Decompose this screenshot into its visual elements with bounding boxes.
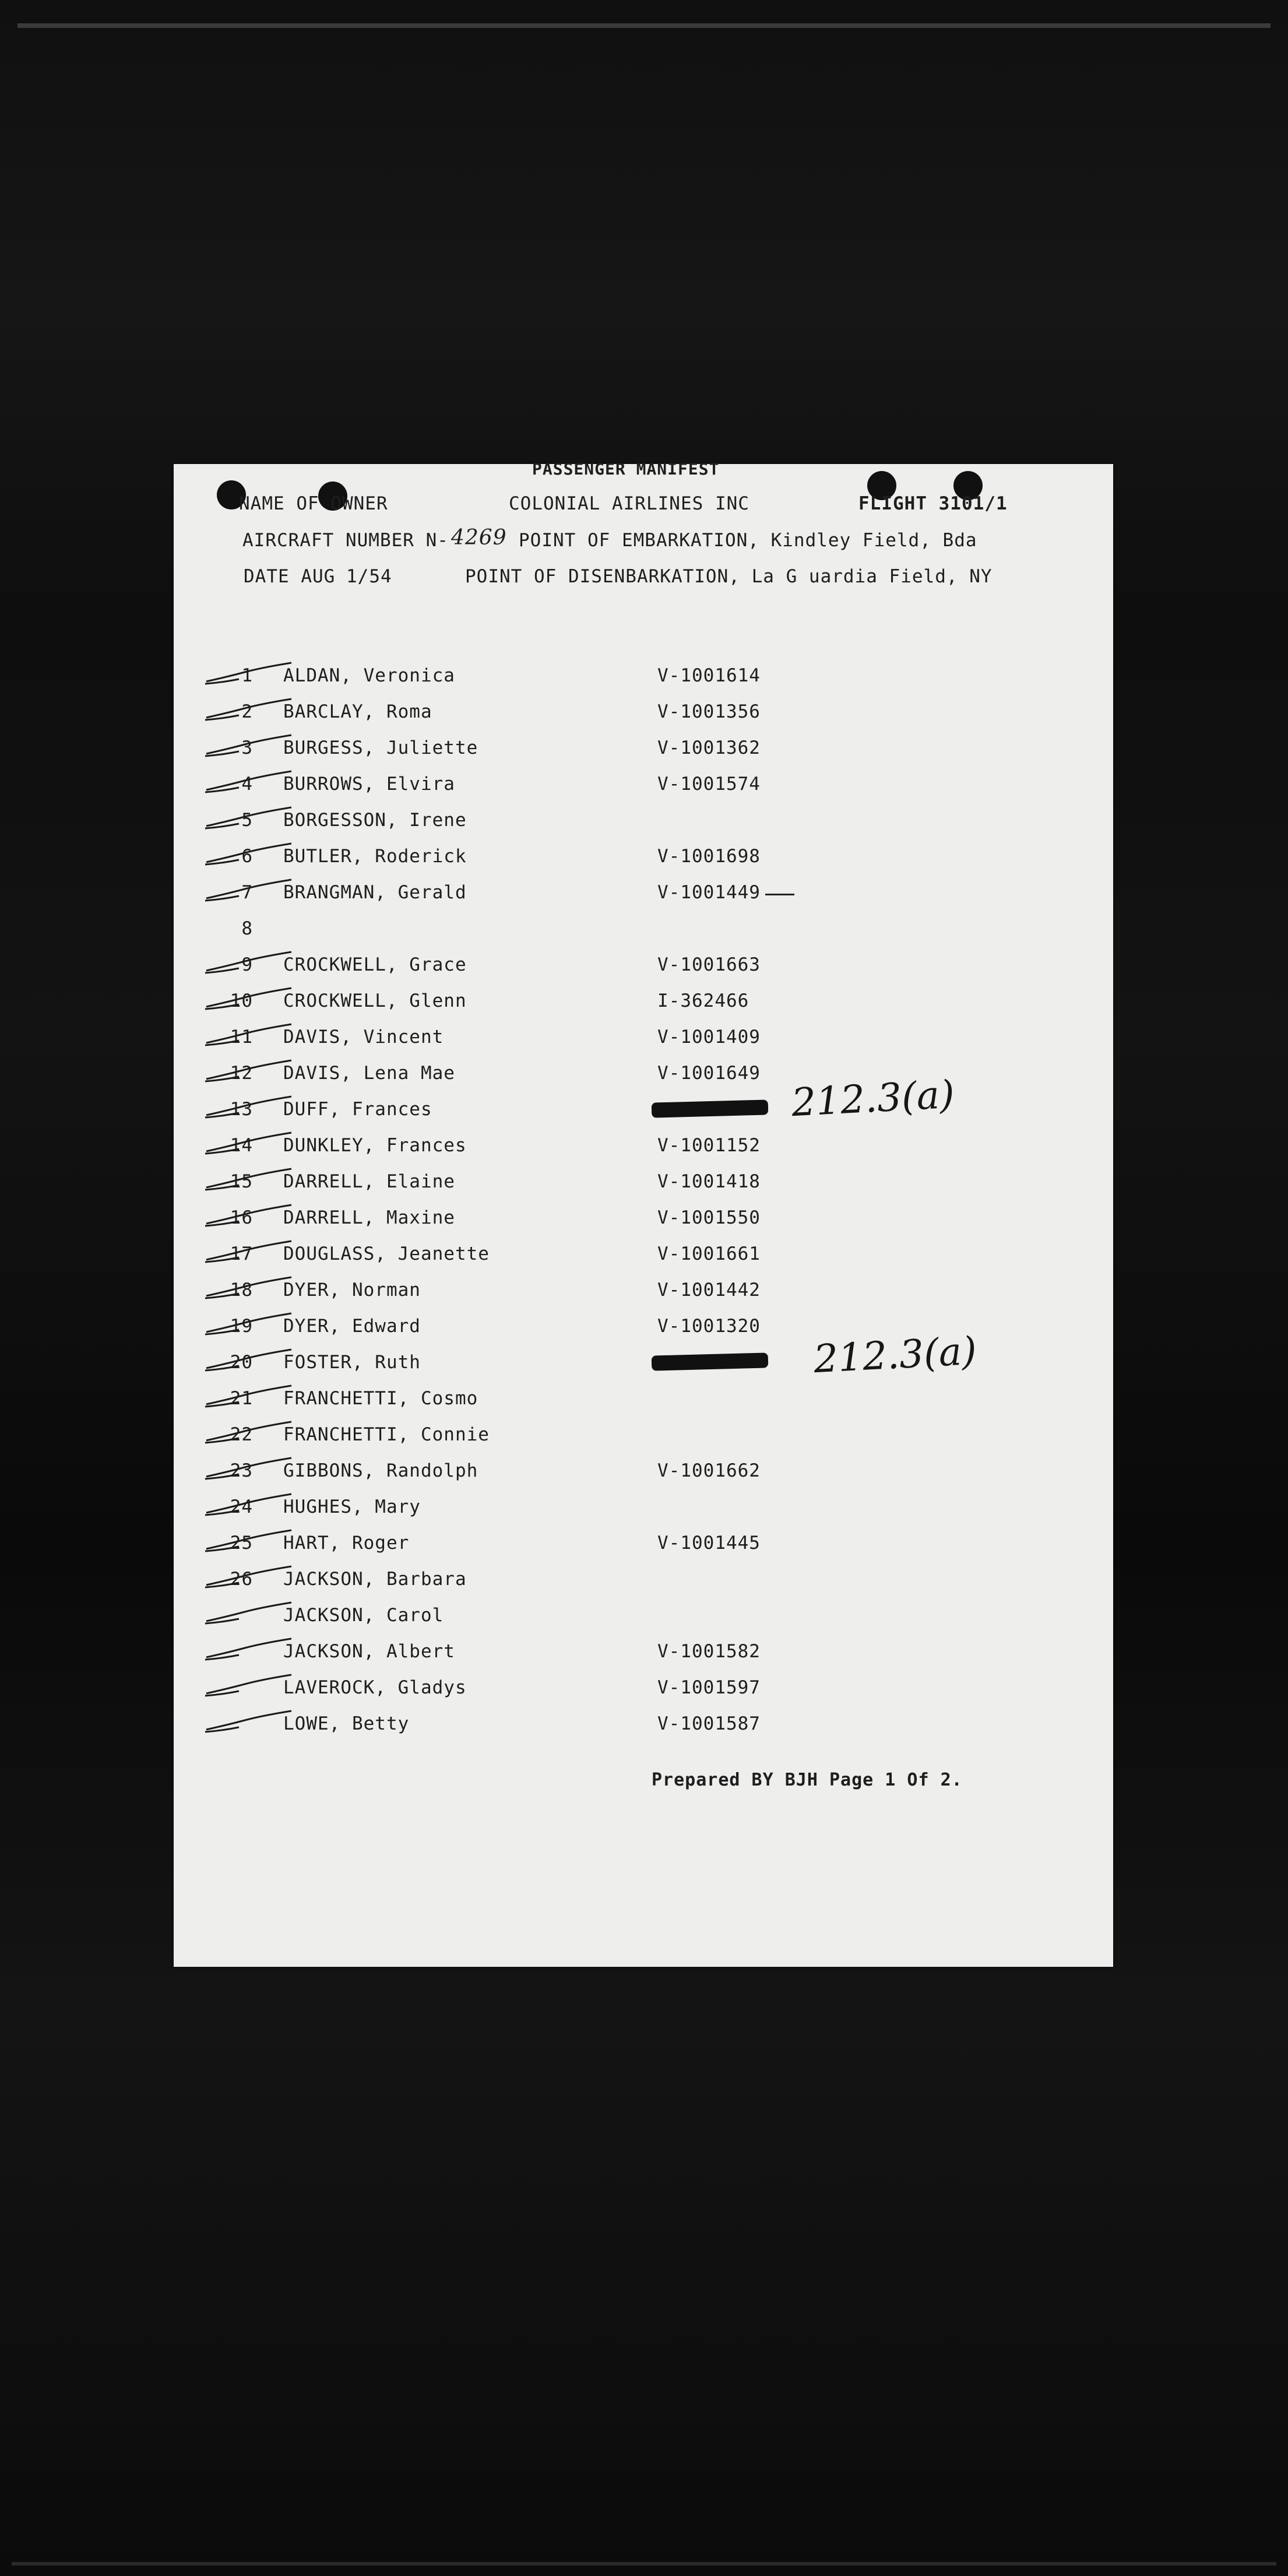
passenger-name: DYER, Edward: [283, 1316, 421, 1337]
passenger-row: [174, 985, 1113, 1021]
passenger-number: 22: [230, 1424, 253, 1445]
certificate-number: V-1001582: [657, 1641, 761, 1662]
certificate-number: V-1001662: [657, 1460, 761, 1481]
passenger-row: [174, 1201, 1113, 1238]
flight-number: FLIGHT 3101/1: [858, 493, 1008, 514]
certificate-number: V-1001418: [657, 1171, 761, 1192]
passenger-row: [174, 695, 1113, 732]
point-of-disembarkation: POINT OF DISENBARKATION, La G uardia Field, NY: [465, 566, 993, 587]
passenger-number: 17: [230, 1243, 253, 1264]
pen-dash: [765, 894, 794, 895]
passenger-number: 26: [230, 1569, 253, 1590]
prepared-by-footer: Prepared BY BJH Page 1 Of 2.: [652, 1770, 963, 1790]
scan-bottom-edge: [12, 2562, 1276, 2566]
date-value: 1/54: [346, 566, 392, 587]
certificate-number: V-1001649: [657, 1063, 761, 1084]
certificate-number: V-1001661: [657, 1243, 761, 1264]
certificate-number: I-362466: [657, 990, 749, 1011]
passenger-name: HART, Roger: [283, 1533, 410, 1554]
passenger-row: [174, 948, 1113, 985]
certificate-number: V-1001356: [657, 701, 761, 722]
passenger-name: DUFF, Frances: [283, 1099, 432, 1120]
passenger-number: 13: [230, 1099, 253, 1120]
passenger-row: [174, 1563, 1113, 1599]
passenger-row: [174, 1057, 1113, 1093]
passenger-row: [174, 1093, 1113, 1129]
passenger-row: [174, 768, 1113, 804]
passenger-name: LAVEROCK, Gladys: [283, 1677, 467, 1698]
passenger-row: [174, 1527, 1113, 1563]
certificate-number: V-1001587: [657, 1713, 761, 1734]
passenger-number: 10: [230, 990, 253, 1011]
manifest-sheet: [174, 459, 1113, 1967]
passenger-number: 6: [241, 846, 253, 867]
passenger-name: CROCKWELL, Grace: [283, 954, 467, 975]
passenger-row: [174, 876, 1113, 912]
manifest-title: PASSENGER MANIFEST: [532, 459, 720, 479]
passenger-number: 9: [241, 954, 253, 975]
redaction-bar: [652, 1099, 769, 1117]
passenger-row: [174, 1129, 1113, 1165]
certificate-number: V-1001574: [657, 774, 761, 795]
passenger-name: HUGHES, Mary: [283, 1496, 421, 1517]
redaction-bar: [652, 1352, 769, 1370]
passenger-number: 24: [230, 1496, 253, 1517]
certificate-number: V-1001320: [657, 1316, 761, 1337]
passenger-number: 19: [230, 1316, 253, 1337]
passenger-name: JACKSON, Carol: [283, 1605, 444, 1626]
passenger-number: 15: [230, 1171, 253, 1192]
passenger-row: [174, 840, 1113, 876]
passenger-row: [174, 1274, 1113, 1310]
passenger-number: 2: [241, 701, 253, 722]
passenger-row: [174, 912, 1113, 948]
passenger-row: [174, 732, 1113, 768]
passenger-number: 14: [230, 1135, 253, 1156]
passenger-name: FRANCHETTI, Cosmo: [283, 1388, 478, 1409]
redaction-note-2: 212.3(a): [812, 1328, 978, 1382]
passenger-name: DOUGLASS, Jeanette: [283, 1243, 490, 1264]
passenger-name: LOWE, Betty: [283, 1713, 410, 1734]
passenger-name: DAVIS, Vincent: [283, 1027, 444, 1048]
passenger-number: 11: [230, 1027, 253, 1048]
scan-top-edge: [17, 23, 1271, 28]
passenger-name: FOSTER, Ruth: [283, 1352, 421, 1373]
certificate-number: V-1001550: [657, 1207, 761, 1228]
passenger-name: CROCKWELL, Glenn: [283, 990, 467, 1011]
passenger-number: 23: [230, 1460, 253, 1481]
name-of-owner-label: NAME OF OWNER: [239, 493, 388, 514]
passenger-name: FRANCHETTI, Connie: [283, 1424, 490, 1445]
point-of-embarkation: POINT OF EMBARKATION, Kindley Field, Bda: [519, 530, 977, 551]
date-label: DATE AUG: [244, 566, 336, 587]
passenger-number: 1: [241, 665, 253, 686]
passenger-number: 20: [230, 1352, 253, 1373]
aircraft-number-label: AIRCRAFT NUMBER N-: [242, 530, 449, 551]
passenger-name: BURROWS, Elvira: [283, 774, 455, 795]
passenger-name: DARRELL, Maxine: [283, 1207, 455, 1228]
passenger-name: BRANGMAN, Gerald: [283, 882, 467, 903]
certificate-number: V-1001449: [657, 882, 761, 903]
passenger-row: [174, 1021, 1113, 1057]
passenger-row: [174, 1238, 1113, 1274]
certificate-number: V-1001409: [657, 1027, 761, 1048]
certificate-number: V-1001663: [657, 954, 761, 975]
passenger-row: [174, 1491, 1113, 1527]
passenger-number: 25: [230, 1533, 253, 1554]
passenger-number: 16: [230, 1207, 253, 1228]
carrier-name: COLONIAL AIRLINES INC: [509, 493, 749, 514]
passenger-name: BUTLER, Roderick: [283, 846, 467, 867]
passenger-row: [174, 1382, 1113, 1418]
certificate-number: V-1001442: [657, 1280, 761, 1301]
passenger-row: [174, 1635, 1113, 1671]
passenger-name: DUNKLEY, Frances: [283, 1135, 467, 1156]
passenger-number: 21: [230, 1388, 253, 1409]
passenger-name: DYER, Norman: [283, 1280, 421, 1301]
certificate-number: V-1001152: [657, 1135, 761, 1156]
passenger-number: 7: [241, 882, 253, 903]
passenger-number: 12: [230, 1063, 253, 1084]
passenger-row: [174, 1599, 1113, 1635]
passenger-row: [174, 1707, 1113, 1744]
passenger-name: JACKSON, Albert: [283, 1641, 455, 1662]
passenger-name: BURGESS, Juliette: [283, 737, 478, 758]
passenger-row: [174, 1418, 1113, 1454]
aircraft-number-value: 4269: [451, 526, 507, 550]
certificate-number: V-1001614: [657, 665, 761, 686]
passenger-name: DAVIS, Lena Mae: [283, 1063, 455, 1084]
passenger-row: [174, 659, 1113, 695]
certificate-number: V-1001698: [657, 846, 761, 867]
certificate-number: V-1001362: [657, 737, 761, 758]
passenger-number: 4: [241, 774, 253, 795]
passenger-name: DARRELL, Elaine: [283, 1171, 455, 1192]
passenger-name: GIBBONS, Randolph: [283, 1460, 478, 1481]
passenger-number: 5: [241, 810, 253, 831]
redaction-note-1: 212.3(a): [790, 1071, 956, 1126]
certificate-number: V-1001597: [657, 1677, 761, 1698]
passenger-name: ALDAN, Veronica: [283, 665, 455, 686]
passenger-row: [174, 804, 1113, 840]
passenger-row: [174, 1671, 1113, 1707]
passenger-number: 8: [241, 918, 253, 939]
passenger-name: BARCLAY, Roma: [283, 701, 432, 722]
certificate-number: V-1001445: [657, 1533, 761, 1554]
passenger-number: 3: [241, 737, 253, 758]
passenger-name: BORGESSON, Irene: [283, 810, 467, 831]
passenger-number: 18: [230, 1280, 253, 1301]
passenger-row: [174, 1165, 1113, 1201]
passenger-name: JACKSON, Barbara: [283, 1569, 467, 1590]
passenger-row: [174, 1454, 1113, 1491]
